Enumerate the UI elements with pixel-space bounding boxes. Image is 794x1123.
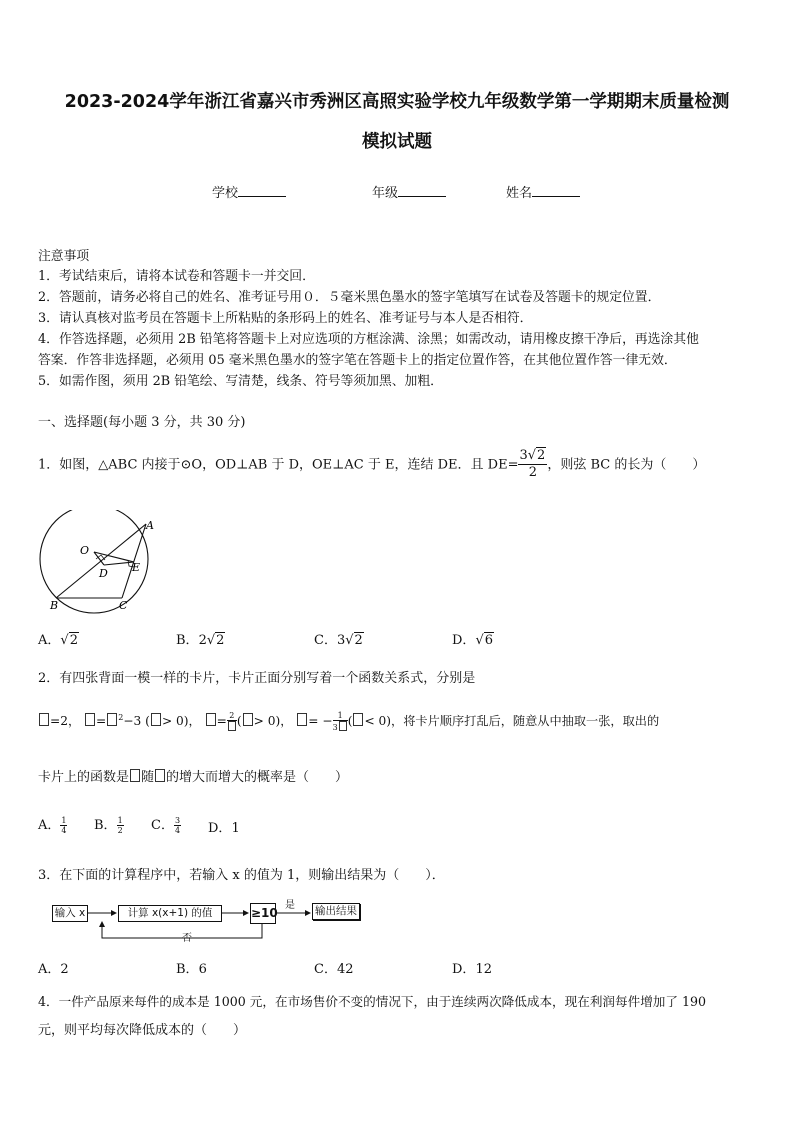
- question-3-stem: 3．在下面的计算程序中，若输入 x 的值为 1，则输出结果为（ ）．: [38, 868, 445, 883]
- grade-field: [372, 182, 446, 201]
- option-value: 12: [475, 962, 492, 977]
- q2-function-4-frac: [333, 711, 348, 732]
- option-label: D．: [452, 962, 476, 977]
- option-value: 42: [336, 962, 354, 977]
- placeholder-glyph: [353, 713, 363, 726]
- option-label: B．: [176, 962, 199, 977]
- q2-function-4-paren: (: [347, 714, 353, 729]
- label-d: D: [99, 567, 108, 580]
- frac-den: 4: [174, 826, 181, 835]
- question-4-line2: 元，则平均每次降低成本的（ ）: [38, 1023, 247, 1038]
- q2-function-2-domain: > 0)，: [161, 714, 201, 729]
- option-label: C．: [151, 818, 174, 833]
- label-c: C: [119, 599, 128, 612]
- placeholder-glyph: [130, 769, 140, 782]
- q1-text-b: ，则弦 BC 的长为（ ）: [547, 457, 706, 473]
- question-2-functions: [38, 711, 659, 732]
- option-coef: 3: [336, 633, 346, 648]
- note-item: 3．请认真核对监考员在答题卡上所粘贴的条形码上的姓名、准考证号与本人是否相符．: [38, 311, 533, 326]
- q2-option-c[interactable]: [151, 814, 181, 835]
- question-1-stem: [38, 448, 705, 482]
- placeholder-glyph: [297, 713, 307, 726]
- q3-option-a[interactable]: [38, 958, 69, 977]
- note-item: 1．考试结束后，请将本试卷和答题卡一并交回．: [38, 269, 315, 284]
- option-frac: [174, 816, 181, 835]
- q1-text-a: 1．如图，△ABC 内接于⊙O，OD⊥AB 于 D，OE⊥AC 于 E，连结 DE．且 DE=: [38, 457, 519, 473]
- option-value: 1: [231, 821, 240, 836]
- label-e: E: [132, 561, 141, 574]
- placeholder-glyph: [151, 713, 161, 726]
- placeholder-glyph: [39, 713, 49, 726]
- question-4-line1: 4．一件产品原来每件的成本是 1000 元，在市场售价不变的情况下，由于连续两次降低成本，现在利润每件增加了 190: [38, 994, 707, 1009]
- school-label: 学校: [212, 186, 239, 201]
- section-heading: 一、选择题(每小题 3 分，共 30 分): [38, 415, 246, 430]
- q3-flowchart: [50, 896, 370, 946]
- note-item: 答案．作答非选择题，必须用 05 毫米黑色墨水的签字笔在答题卡上的指定位置作答，在其他位置作答一律无效．: [38, 353, 677, 368]
- q1-option-b[interactable]: B．2√2: [176, 633, 225, 648]
- option-label: B．: [94, 818, 117, 833]
- q2-function-4-tail: < 0)，将卡片顺序打乱后，随意从中抽取一张，取出的: [364, 714, 660, 729]
- q2-line3-c: 的增大而增大的概率是（ ）: [166, 770, 349, 785]
- placeholder-glyph: [339, 721, 347, 731]
- name-field: [506, 182, 580, 201]
- q2-function-1: =2，: [50, 714, 81, 729]
- q2-line3-b: 随: [141, 770, 155, 785]
- placeholder-glyph: [107, 713, 117, 726]
- q2-function-4-eq: = −: [308, 714, 333, 729]
- frac-den: [333, 721, 348, 732]
- frac-den-num: 3: [332, 723, 338, 733]
- school-blank: [238, 184, 286, 197]
- q2-function-3-eq: =: [216, 714, 227, 729]
- q3-option-b[interactable]: [176, 958, 207, 977]
- option-rad: 2: [354, 633, 363, 648]
- q1-frac-rad: 2: [537, 448, 546, 463]
- q1-circle-figure: [30, 510, 160, 618]
- option-value: 6: [198, 962, 207, 977]
- exam-title-line2: 模拟试题: [362, 132, 432, 152]
- school-field: [212, 182, 286, 201]
- option-value: 2: [60, 962, 69, 977]
- option-label: A．: [38, 818, 61, 833]
- option-frac: [60, 816, 67, 835]
- frac-den: 2: [117, 826, 123, 835]
- label-a: A: [146, 519, 154, 532]
- option-frac: [117, 816, 124, 835]
- placeholder-glyph: [85, 713, 95, 726]
- q1-option-c[interactable]: C．3√2: [314, 633, 363, 648]
- q2-line3-a: 卡片上的函数是: [38, 770, 130, 785]
- label-b: B: [50, 599, 59, 612]
- flow-output-box: 输出结果: [312, 903, 360, 920]
- option-rad: 2: [216, 633, 225, 648]
- name-blank: [532, 184, 580, 197]
- segment-de: [104, 562, 134, 565]
- q2-function-2-tail: −3 (: [123, 714, 150, 729]
- q2-option-a[interactable]: [38, 814, 67, 835]
- q3-option-d[interactable]: [452, 958, 492, 977]
- placeholder-glyph: [228, 721, 236, 731]
- question-2-intro: 2．有四张背面一模一样的卡片，卡片正面分别写着一个函数关系式，分别是: [38, 671, 476, 686]
- note-item: 4．作答选择题，必须用 2B 铅笔将答题卡上对应选项的方框涂满、涂黑；如需改动，请用橡皮擦干净后，再选涂其他: [38, 332, 699, 347]
- frac-den: [227, 721, 237, 732]
- option-label: C．: [314, 633, 337, 648]
- option-label: C．: [314, 962, 337, 977]
- q2-function-3-frac: [227, 711, 237, 732]
- q2-function-3-paren: (: [236, 714, 242, 729]
- option-label: B．: [176, 633, 199, 648]
- name-label: 姓名: [506, 186, 533, 201]
- option-label: D．: [452, 633, 476, 648]
- frac-num: 1: [333, 711, 348, 721]
- exam-title-line1: 2023-2024学年浙江省嘉兴市秀洲区高照实验学校九年级数学第一学期期末质量检测: [64, 92, 730, 112]
- q2-function-2-exp: 2: [118, 713, 124, 723]
- option-rad: 6: [484, 633, 494, 648]
- q3-option-c[interactable]: [314, 958, 354, 977]
- q2-option-b[interactable]: [94, 814, 124, 835]
- grade-label: 年级: [372, 186, 399, 201]
- frac-num: 1: [117, 815, 123, 825]
- frac-num: 3: [174, 815, 181, 825]
- q1-frac-coef: 3: [519, 448, 528, 463]
- q2-function-2-eq: =: [96, 714, 107, 729]
- q1-de-fraction: $\frac{3√2}{2}$: [519, 448, 546, 481]
- frac-num: 1: [61, 815, 67, 825]
- option-coef: 2: [198, 633, 207, 648]
- option-label: A．: [38, 962, 61, 977]
- q2-option-d[interactable]: [208, 817, 240, 836]
- flow-no-label: 否: [182, 933, 192, 944]
- flow-input-box: 输入 x: [52, 905, 88, 922]
- q1-option-a[interactable]: A．√2: [38, 633, 78, 648]
- option-label: A．: [38, 633, 61, 648]
- flow-yes-label: 是: [285, 900, 295, 911]
- q1-option-d[interactable]: D．√6: [452, 633, 494, 648]
- note-item: 2．答题前，请务必将自己的姓名、准考证号用０．５毫米黑色墨水的签字笔填写在试卷及答题卡的规定位置．: [38, 290, 661, 305]
- label-o: O: [80, 544, 90, 557]
- option-rad: 2: [69, 633, 78, 648]
- flow-condition-box: ≥10: [250, 903, 276, 924]
- q1-frac-den: 2: [528, 465, 538, 481]
- placeholder-glyph: [155, 769, 165, 782]
- option-label: D．: [208, 821, 232, 836]
- grade-blank: [398, 184, 446, 197]
- placeholder-glyph: [206, 713, 216, 726]
- q2-function-3-domain: > 0)，: [253, 714, 293, 729]
- notes-heading: 注意事项: [38, 249, 90, 264]
- flow-compute-box: 计算 x(x+1) 的值: [118, 905, 222, 922]
- note-item: 5．如需作图，须用 2B 铅笔绘、写清楚，线条、符号等须加黑、加粗．: [38, 374, 443, 389]
- frac-den: 4: [61, 826, 67, 835]
- frac-num: 2: [227, 711, 237, 721]
- placeholder-glyph: [243, 713, 253, 726]
- question-2-line3: [38, 766, 348, 785]
